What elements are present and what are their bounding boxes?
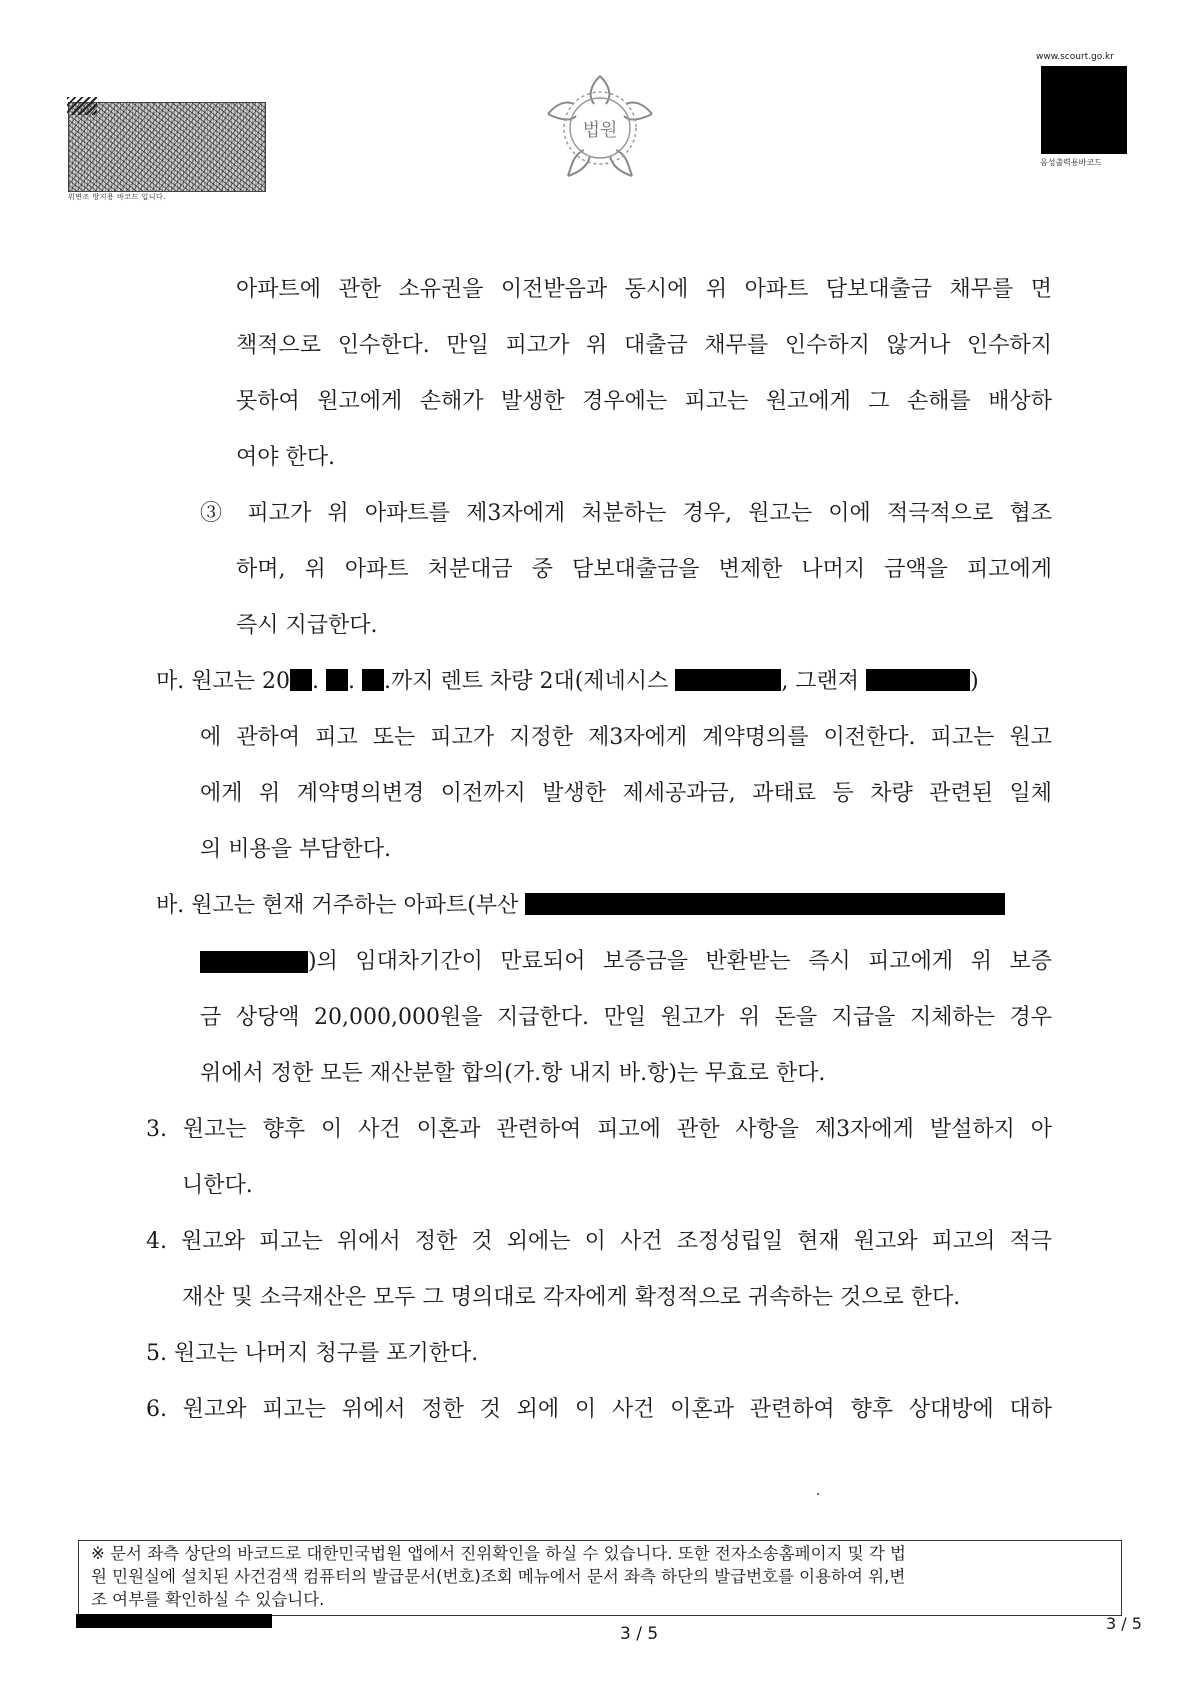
item-ma-text-1: 마. 원고는 20 [156,669,290,694]
body-line: 책적으로 인수한다. 만일 피고가 위 대출금 채무를 인수하지 않거나 인수하지 [236,333,1052,358]
item-ba-cont-line [200,948,1052,976]
issuance-number-redaction [76,1614,272,1628]
anti-forgery-caption: 위변조 방지용 바코드 입니다. [68,193,167,201]
court-seal-icon [540,72,660,182]
item-ma-text-5: , 그랜져 [781,669,867,694]
notice-line: 조 여부를 확인하실 수 있습니다. [91,1590,325,1609]
body-line: 하며, 위 아파트 처분대금 중 담보대출금을 변제한 나머지 금액을 피고에게 [236,557,1052,582]
body-line: 아파트에 관한 소유권을 이전받음과 동시에 위 아파트 담보대출금 채무를 면 [236,277,1052,302]
redaction-block [675,669,781,691]
redaction-block [290,669,312,691]
item-5-line: 5. 원고는 나머지 청구를 포기한다. [146,1341,479,1366]
body-line: 못하여 원고에게 손해가 발생한 경우에는 피고는 원고에게 그 손해를 배상하 [236,389,1052,414]
body-line: 위에서 정한 모든 재산분할 합의(가.항 내지 바.항)는 무효로 한다. [200,1061,826,1086]
item-ma-text-4: .까지 렌트 차량 2대(제네시스 [383,669,676,694]
barcode-corner-mark [67,97,97,115]
body-line: 에게 위 계약명의변경 이전까지 발생한 제세공과금, 과태료 등 차량 관련된 일체 [200,781,1052,806]
body-line: 의 비용을 부담한다. [200,837,391,862]
site-url: www.scourt.go.kr [1036,52,1114,62]
anti-forgery-barcode [68,102,266,192]
body-line: 니한다. [182,1173,253,1198]
voice-barcode-caption: 음성출력용바코드 [1040,158,1102,167]
page-number-center: 3 / 5 [620,1624,659,1644]
body-line: 재산 및 소극재산은 모두 그 명의대로 각자에게 확정적으로 귀속하는 것으로 한다. [182,1285,961,1310]
redaction-block [326,669,348,691]
body-line: 금 상당액 20,000,000원을 지급한다. 만일 원고가 위 돈을 지급을 지체하는 경우 [200,1005,1052,1030]
notice-line: ※ 문서 좌측 상단의 바코드로 대한민국법원 앱에서 진위확인을 하실 수 있습니다. 또한 전자소송홈페이지 및 각 법 [91,1544,906,1563]
voice-output-barcode [1041,66,1127,154]
verification-notice-box [78,1540,1122,1616]
item-4-line: 4. 원고와 피고는 위에서 정한 것 외에는 이 사건 조정성립일 현재 원고와 피고의 적극 [146,1229,1052,1254]
redaction-block [525,893,1005,915]
clause-3-line: ③ 피고가 위 아파트를 제3자에게 처분하는 경우, 원고는 이에 적극적으로 협조 [200,501,1052,526]
notice-line: 원 민원실에 설치된 사건검색 컴퓨터의 발급문서(번호)조회 메뉴에서 문서 좌측 하단의 발급번호를 이용하여 위,변 [91,1567,906,1586]
redaction-block [200,951,308,973]
body-line: 에 관하여 피고 또는 피고가 지정한 제3자에게 계약명의를 이전한다. 피고는 원고 [200,725,1052,750]
item-3-line: 3. 원고는 향후 이 사건 이혼과 관련하여 피고에 관한 사항을 제3자에게 발설하지 아 [146,1117,1052,1142]
item-ma-text-2: . [311,669,326,694]
body-line: 여야 한다. [236,445,335,470]
page-number-right: 3 / 5 [1106,1614,1142,1633]
item-ma-text-3: . [347,669,362,694]
item-ma-line [156,668,979,696]
item-ba-cont-text: )의 임대차기간이 만료되어 보증금을 반환받는 즉시 피고에게 위 보증 [308,949,1052,974]
redaction-block [362,669,384,691]
scan-speck [817,1493,819,1495]
redaction-block [866,669,970,691]
body-line: 즉시 지급한다. [236,613,378,638]
item-6-line: 6. 원고와 피고는 위에서 정한 것 외에 이 사건 이혼과 관련하여 향후 상대방에 대하 [146,1397,1052,1422]
item-ba-text: 바. 원고는 현재 거주하는 아파트(부산 [156,893,526,918]
seal-text: 법원 [582,120,618,141]
item-ma-text-6: ) [970,669,979,694]
item-ba-line [156,892,1005,920]
